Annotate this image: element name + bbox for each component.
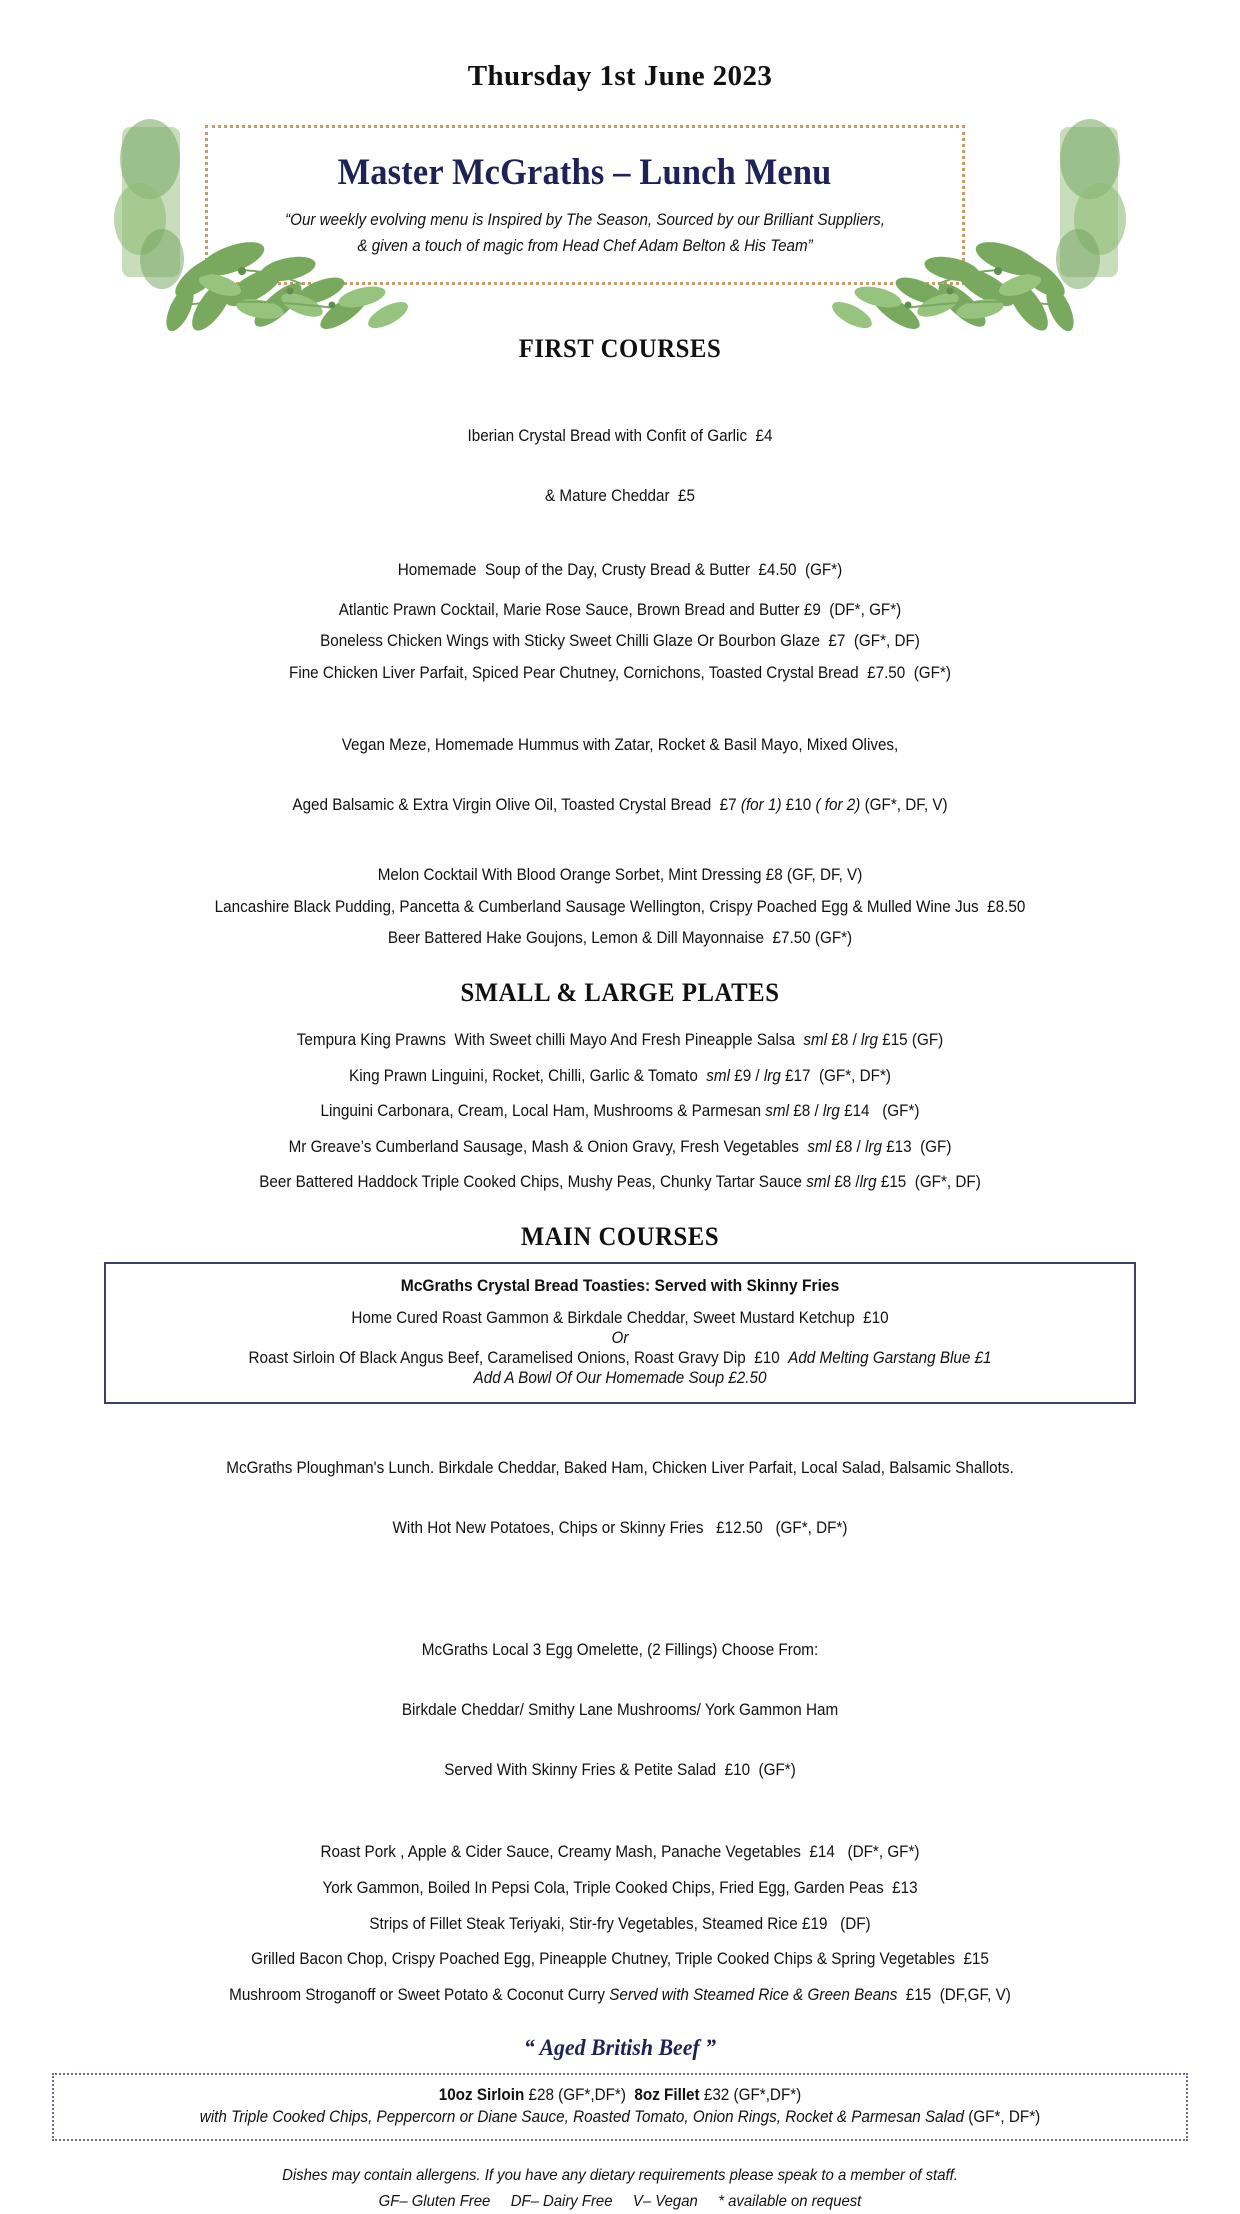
size-label-large: lrg xyxy=(861,1030,878,1049)
menu-item: Melon Cocktail With Blood Orange Sorbet, Mint Dressing £8 (GF, DF, V) xyxy=(377,865,863,884)
menu-item: Home Cured Roast Gammon & Birkdale Cheddar, Sweet Mustard Ketchup £10 xyxy=(351,1309,889,1328)
beef-cut-sirloin-price: £28 (GF*,DF*) xyxy=(524,2085,626,2104)
beef-cut-fillet-price: £32 (GF*,DF*) xyxy=(699,2085,802,2104)
menu-item-text: Beer Battered Haddock Triple Cooked Chips, Mushy Peas, Chunky Tartar Sauce xyxy=(259,1173,807,1192)
menu-item-price: £15 (GF) xyxy=(877,1030,944,1049)
menu-item-line: Vegan Meze, Homemade Hummus with Zatar, Rocket & Basil Mayo, Mixed Olives, xyxy=(341,735,899,754)
menu-item-line: With Hot New Potatoes, Chips or Skinny Fries £12.50 (GF*, DF*) xyxy=(392,1519,848,1538)
menu-item-price: £14 (GF*) xyxy=(839,1102,920,1121)
menu-item: Homemade Soup of the Day, Crusty Bread & Butter £4.50 (GF*) xyxy=(397,561,843,580)
menu-item-price: £15 (DF,GF, V) xyxy=(897,1986,1011,2005)
section-heading-plates: SMALL & LARGE PLATES xyxy=(460,977,780,1007)
menu-item-text: King Prawn Linguini, Rocket, Chilli, Garlic & Tomato xyxy=(349,1066,707,1085)
size-label-large: lrg xyxy=(763,1066,781,1085)
footer xyxy=(43,2163,1196,2214)
allergen-note: Dishes may contain allergens. If you have any dietary requirements please speak to a member of staff. xyxy=(282,2167,958,2185)
menu-item-line: McGraths Local 3 Egg Omelette, (2 Fillings) Choose From: xyxy=(421,1641,819,1660)
menu-item-text: Roast Sirloin Of Black Angus Beef, Caramelised Onions, Roast Gravy Dip £10 xyxy=(248,1349,789,1368)
size-label-small: sml xyxy=(806,1173,830,1192)
serving-note: Served with Steamed Rice & Green Beans xyxy=(609,1986,898,2005)
menu-item-price: £13 (GF) xyxy=(881,1137,952,1156)
toasties-soup-addon xyxy=(151,1368,1088,1388)
first-courses-list xyxy=(0,386,1240,950)
menu-item: Strips of Fillet Steak Teriyaki, Stir-fry Vegetables, Steamed Rice £19 (DF) xyxy=(369,1914,871,1933)
menu-item xyxy=(43,1600,1196,1820)
menu-item-price: £8 / xyxy=(827,1030,862,1049)
size-label-large: lrg xyxy=(822,1102,840,1121)
menu-item-price: £8 / xyxy=(831,1137,866,1156)
menu-item-line: Served With Skinny Fries & Petite Salad £10 (GF*) xyxy=(444,1761,796,1780)
size-label-large: lrg xyxy=(859,1173,877,1192)
menu-header xyxy=(0,119,1240,334)
beef-cut-sirloin: 10oz Sirloin xyxy=(438,2085,525,2104)
menu-item-line: & Mature Cheddar £5 xyxy=(545,487,695,506)
menu-item: Roast Pork , Apple & Cider Sauce, Creamy Mash, Panache Vegetables £14 (DF*, GF*) xyxy=(320,1843,920,1862)
menu-item xyxy=(43,695,1196,855)
menu-item xyxy=(43,1418,1196,1578)
section-heading-main-courses: MAIN COURSES xyxy=(520,1222,720,1252)
size-label-small: sml xyxy=(765,1102,790,1121)
menu-item: Boneless Chicken Wings with Sticky Sweet Chilli Glaze Or Bourbon Glaze £7 (GF*, DF) xyxy=(320,632,920,651)
size-label-large: lrg xyxy=(865,1137,882,1156)
beef-cut-fillet: 8oz Fillet xyxy=(634,2085,700,2104)
menu-item-line: Iberian Crystal Bread with Confit of Garlic £4 xyxy=(467,427,773,446)
legend-dairy-free: DF– Dairy Free xyxy=(510,2192,613,2210)
menu-tagline xyxy=(285,208,885,259)
menu-item-line: Birkdale Cheddar/ Smithy Lane Mushrooms/ York Gammon Ham xyxy=(401,1701,839,1720)
menu-item xyxy=(43,1066,1196,1088)
aged-beef-cuts xyxy=(103,2084,1137,2106)
tagline-line-1: “Our weekly evolving menu is Inspired by The Season, Sourced by our Brilliant Suppliers, xyxy=(285,210,885,229)
size-label-small: sml xyxy=(706,1066,731,1085)
menu-item xyxy=(43,1172,1196,1194)
menu-item-text: Mr Greave’s Cumberland Sausage, Mash & Onion Gravy, Fresh Vegetables xyxy=(288,1137,808,1156)
size-label-small: sml xyxy=(803,1030,828,1049)
toasties-box xyxy=(104,1262,1136,1404)
legend-vegan: V– Vegan xyxy=(632,2192,698,2210)
menu-item: York Gammon, Boiled In Pepsi Cola, Triple Cooked Chips, Fried Egg, Garden Peas £13 xyxy=(322,1879,918,1898)
menu-item xyxy=(43,1101,1196,1123)
menu-item-text: Aged Balsamic & Extra Virgin Olive Oil, Toasted Crystal Bread £7 xyxy=(292,795,741,814)
tagline-line-2: & given a touch of magic from Head Chef Adam Belton & His Team” xyxy=(357,236,813,255)
aged-beef-accompaniments xyxy=(103,2106,1137,2128)
accompaniment-text: with Triple Cooked Chips, Peppercorn or Diane Sauce, Roasted Tomato, Onion Rings, Rocket & Parmesan Salad xyxy=(199,2107,965,2126)
menu-item-price: £8 / xyxy=(789,1102,823,1121)
menu-item xyxy=(43,1030,1196,1052)
aged-beef-box xyxy=(52,2073,1188,2141)
menu-item: Lancashire Black Pudding, Pancetta & Cumberland Sausage Wellington, Crispy Poached Egg & Mulled Wine Jus £8.50 xyxy=(214,897,1026,916)
menu-item: Grilled Bacon Chop, Crispy Poached Egg, Pineapple Chutney, Triple Cooked Chips & Spring Vegetables £15 xyxy=(251,1950,989,1969)
menu-item-text: £10 xyxy=(781,795,816,814)
menu-item-price: £15 (GF*, DF) xyxy=(876,1173,981,1192)
legend-on-request: * available on request xyxy=(718,2192,862,2210)
menu-item xyxy=(43,1137,1196,1159)
menu-item-line: McGraths Ploughman's Lunch. Birkdale Cheddar, Baked Ham, Chicken Liver Parfait, Local Salad, Balsamic Shallots. xyxy=(226,1459,1014,1478)
section-heading-first-courses: FIRST COURSES xyxy=(518,334,722,363)
menu-item: Beer Battered Hake Goujons, Lemon & Dill Mayonnaise £7.50 (GF*) xyxy=(387,929,853,948)
menu-item-price: £8 / xyxy=(829,1173,860,1192)
toasties-title: McGraths Crystal Bread Toasties: Served with Skinny Fries xyxy=(400,1276,840,1296)
plates-list xyxy=(0,1030,1240,1194)
menu-item-text: Tempura King Prawns With Sweet chilli Mayo And Fresh Pineapple Salsa xyxy=(296,1030,804,1049)
menu-item: Atlantic Prawn Cocktail, Marie Rose Sauce, Brown Bread and Butter £9 (DF*, GF*) xyxy=(338,600,902,619)
page-title: Master McGraths – Lunch Menu xyxy=(338,151,832,193)
menu-item-line xyxy=(43,795,1196,815)
addon-note: Add Melting Garstang Blue £1 xyxy=(788,1349,992,1368)
menu-item: Fine Chicken Liver Parfait, Spiced Pear Chutney, Cornichons, Toasted Crystal Bread £7.50 (GF*) xyxy=(289,664,951,683)
addon-note: Add A Bowl Of Our Homemade Soup £2.50 xyxy=(473,1369,767,1388)
dietary-legend xyxy=(43,2189,1196,2214)
menu-item xyxy=(43,386,1196,546)
menu-item-text: Linguini Carbonara, Cream, Local Ham, Mushrooms & Parmesan xyxy=(320,1102,766,1121)
dietary-tags: (GF*, DF*) xyxy=(964,2107,1041,2126)
main-courses-list xyxy=(0,1418,1240,2007)
portion-note: (for 1) xyxy=(740,795,782,814)
menu-item-price: £9 / xyxy=(730,1066,764,1085)
portion-note: ( for 2) xyxy=(815,795,861,814)
or-text: Or xyxy=(611,1329,629,1348)
menu-date: Thursday 1st June 2023 xyxy=(467,60,773,92)
section-heading-aged-beef: “ Aged British Beef ” xyxy=(523,2034,717,2060)
menu-item-text: Mushroom Stroganoff or Sweet Potato & Coconut Curry xyxy=(229,1986,610,2005)
size-label-small: sml xyxy=(807,1137,832,1156)
menu-item xyxy=(151,1348,1088,1368)
dietary-tags: (GF*, DF, V) xyxy=(860,795,948,814)
menu-item-price: £17 (GF*, DF*) xyxy=(780,1066,891,1085)
legend-gluten-free: GF– Gluten Free xyxy=(378,2192,491,2210)
menu-item xyxy=(43,1985,1196,2007)
toasties-or-separator xyxy=(151,1328,1088,1348)
